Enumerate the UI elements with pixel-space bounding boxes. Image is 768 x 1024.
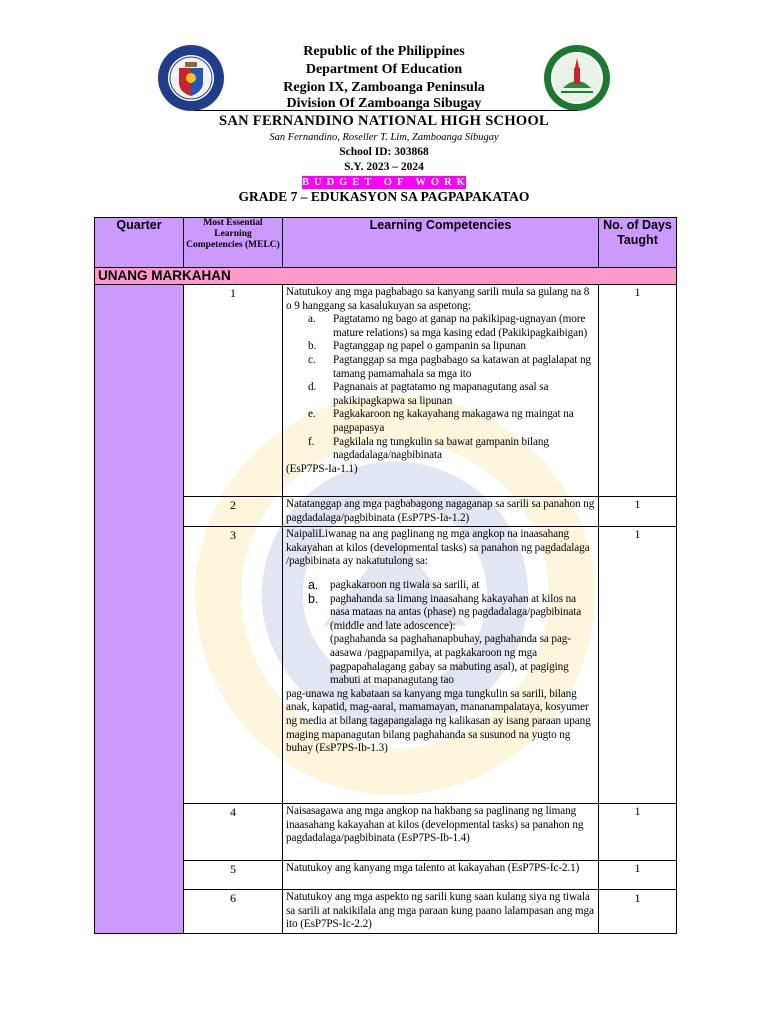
days-cell: 1 <box>599 890 677 934</box>
melc-number: 5 <box>184 861 283 890</box>
melc-number: 4 <box>184 804 283 861</box>
days-cell: 1 <box>599 861 677 890</box>
competency-cell <box>283 285 599 497</box>
competency-cell: Naisasagawa ang mga angkop na hakbang sa paglinang ng limang inaasahang kakayahan at kilos (developmental tasks) sa panahon ng pagdadalaga/pagbibinata (EsP7PS-Ib-1.4) <box>283 804 599 861</box>
header-department: Department Of Education <box>305 62 463 77</box>
header-republic: Republic of the Philippines <box>303 44 465 59</box>
competency-intro: Natutukoy ang mga pagbabago sa kanyang sarili mula sa gulang na 8 o 9 hanggang sa kasalukuyan sa aspetong: <box>286 286 590 312</box>
melc-number: 6 <box>184 890 283 934</box>
days-cell: 1 <box>599 497 677 527</box>
header-melc: Most Essential Learning Competencies (MELC) <box>184 218 283 268</box>
document-header <box>0 0 768 204</box>
list-item: a. pagkakaroon ng tiwala sa sarili, at <box>308 577 480 592</box>
header-quarter: Quarter <box>95 218 184 268</box>
competency-outro: pag-unawa ng kabataan sa kanyang mga tungkulin sa sarili, bilang anak, kapatid, mag-aaral, mamamayan, mananampalataya, kosyumer ng media at bilang tagapangalaga ng kalikasan ay isang paraan upang maging mapanagutan bilang paghahanda sa susunod na yugto ng buhay (EsP7PS-Ib-1.3) <box>286 687 591 755</box>
budget-of-work-table <box>94 217 677 934</box>
list-item: c. Pagtanggap sa mga pagbabago sa katawan at paglalapat ng tamang pamamahala sa mga ito <box>308 353 591 380</box>
school-address: San Fernandino, Roseller T. Lim, Zamboanga Sibugay <box>269 132 499 143</box>
budget-of-work-banner: BUDGET OF WORK <box>302 177 470 188</box>
header-region: Region IX, Zamboanga Peninsula <box>283 80 485 95</box>
competency-cell: Natutukoy ang mga aspekto ng sarili kung saan kulang siya ng tiwala sa sarili at nakikilala ang mga paraan kung paano lalampasan ang mga ito (EsP7PS-Ic-2.2) <box>283 890 599 934</box>
header-divider <box>195 110 577 111</box>
school-id: School ID: 303868 <box>339 146 429 158</box>
list-subnote: (paghahanda sa paghahanapbuhay, paghahanda sa pag-aasawa /pagpapamilya, at pagkakaroon ng mga pagpapahalagang gabay sa mabuting asal), at pagiging mabuti at mapanagutang tao <box>330 633 571 687</box>
competency-cell: Natutukoy ang kanyang mga talento at kakayahan (EsP7PS-Ic-2.1) <box>283 861 599 890</box>
competency-code: (EsP7PS-Ia-1.1) <box>286 462 358 475</box>
competency-cell <box>283 527 599 804</box>
list-item: a. Pagtatamo ng bago at ganap na pakikipag-ugnayan (more mature relations) sa mga kasing edad (Pakikipagkaibigan) <box>308 313 588 339</box>
list-item: f. Pagkilala ng tungkulin sa bawat gampanin bilang nagdadalaga/nagbibinata <box>308 435 549 462</box>
table-row <box>95 285 677 497</box>
quarter-row <box>95 268 677 285</box>
days-cell: 1 <box>599 285 677 497</box>
header-division: Division Of Zamboanga Sibugay <box>286 96 482 111</box>
quarter-label: UNANG MARKAHAN <box>95 268 677 285</box>
list-item: e. Pagkakaroon ng kakayahang makagawa ng maingat na pagpapasya <box>308 408 574 434</box>
competency-intro: NaipaliLiwanag na ang paglinang ng mga angkop na inaasahang kakayahan at kilos (developmental tasks) sa panahon ng pagdadalaga /pagbibinata ay nakatutulong sa: <box>286 528 590 568</box>
school-name: SAN FERNANDINO NATIONAL HIGH SCHOOL <box>218 113 550 129</box>
quarter-cell <box>95 285 184 934</box>
list-item: b. paghahanda sa limang inaasahang kakayahan at kilos na nasa mataas na antas (phase) ng pagdadalaga/pagbibinata (middle and late adoscence): <box>308 591 582 632</box>
header-days-taught: No. of Days Taught <box>599 218 677 268</box>
days-cell: 1 <box>599 527 677 804</box>
header-learning-competencies: Learning Competencies <box>283 218 599 268</box>
grade-subject-title: GRADE 7 – EDUKASYON SA PAGPAPAKATAO <box>238 189 530 204</box>
school-year: S.Y. 2023 – 2024 <box>344 161 424 173</box>
days-cell: 1 <box>599 804 677 861</box>
melc-number: 2 <box>184 497 283 527</box>
table-header-row <box>95 218 677 268</box>
melc-number: 1 <box>184 285 283 497</box>
list-item: d. Pagnanais at pagtatamo ng mapanagutang asal sa pakikipagkapwa sa lipunan <box>308 381 549 407</box>
list-item: b. Pagtanggap ng papel o gampanin sa lipunan <box>308 340 526 353</box>
melc-number: 3 <box>184 527 283 804</box>
competency-cell: Natatanggap ang mga pagbabagong nagaganap sa sarili sa panahon ng pagdadalaga/pagbibinata (EsP7PS-Ia-1.2) <box>283 497 599 527</box>
